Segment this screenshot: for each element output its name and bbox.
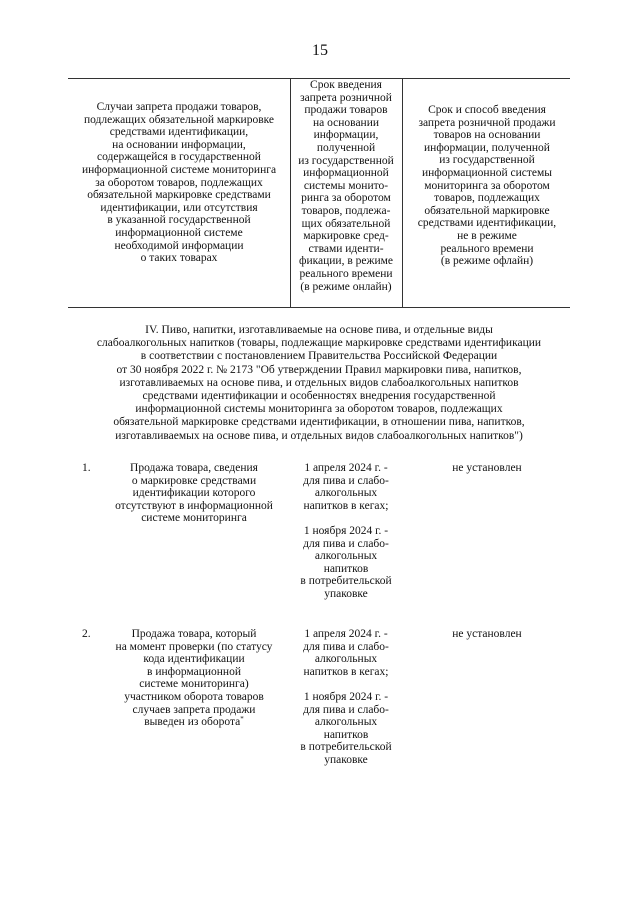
page-number: 15 bbox=[312, 42, 328, 59]
section-title-line: IV. Пиво, напитки, изготавливаемые на основе пива, и отдельные виды bbox=[145, 324, 493, 336]
term-line: для пива и слабо- bbox=[303, 703, 389, 716]
header-line: товаров на основании bbox=[433, 129, 541, 142]
term-line: напитков bbox=[323, 562, 369, 575]
header-line: системы монито- bbox=[303, 179, 389, 192]
header-line: мониторинга за оборотом bbox=[424, 179, 550, 192]
header-line: запрета розничной bbox=[300, 91, 392, 104]
term-line: для пива и слабо- bbox=[303, 640, 389, 653]
header-line: (в режиме офлайн) bbox=[440, 255, 534, 268]
term-line: алкогольных bbox=[314, 550, 378, 563]
header-line: полученной bbox=[316, 141, 376, 154]
footnote-mark: * bbox=[240, 715, 244, 724]
header-col-offline bbox=[404, 104, 570, 268]
term-line: напитков bbox=[323, 728, 369, 741]
header-line: из государственной bbox=[439, 154, 535, 167]
case-line: в информационной bbox=[147, 665, 241, 678]
header-col-cases bbox=[70, 101, 288, 265]
case-line: системе мониторинга) bbox=[139, 678, 249, 691]
header-col-online bbox=[292, 79, 400, 293]
case-line: идентификации которого bbox=[132, 487, 256, 500]
row-1-number: 1. bbox=[82, 462, 91, 474]
term-line: напитков в кегах; bbox=[303, 499, 389, 512]
case-line: участником оборота товаров bbox=[124, 690, 264, 703]
header-line: в указанной государственной bbox=[107, 214, 251, 227]
header-line: подлежащих обязательной маркировке bbox=[83, 113, 275, 126]
header-line: идентификации, или отсутствия bbox=[100, 201, 258, 214]
header-line: не в режиме bbox=[457, 229, 517, 242]
section-title-line: слабоалкогольных напитков (товары, подлежащие маркировке средствами идентификации bbox=[96, 337, 542, 350]
header-line: необходимой информации bbox=[114, 239, 244, 252]
header-line: о таких товарах bbox=[140, 252, 218, 265]
term-line: алкогольных bbox=[314, 653, 378, 666]
header-line: ринга за оборотом bbox=[301, 192, 391, 205]
header-line: товаров, подлежащих bbox=[434, 192, 540, 205]
term-line: алкогольных bbox=[314, 716, 378, 729]
header-line: обязательной маркировке bbox=[424, 204, 550, 217]
header-line: информационной bbox=[303, 167, 389, 180]
header-line: Срок и способ введения bbox=[428, 104, 546, 116]
header-line: (в режиме онлайн) bbox=[300, 280, 392, 293]
row-2-online-term bbox=[292, 628, 400, 767]
term-line: упаковке bbox=[324, 587, 368, 600]
term-spacer bbox=[292, 512, 400, 525]
header-line: за оборотом товаров, подлежащих bbox=[95, 176, 263, 189]
row-1-offline-term: не установлен bbox=[452, 462, 522, 474]
row-1-case bbox=[100, 462, 288, 525]
section-title-line: информационной системы мониторинга за оборотом товаров, подлежащих bbox=[135, 403, 503, 416]
header-line: Случаи запрета продажи товаров, bbox=[96, 101, 262, 113]
row-2-case bbox=[100, 628, 288, 729]
row-2-offline-term: не установлен bbox=[452, 628, 522, 640]
row-2-number: 2. bbox=[82, 628, 91, 640]
header-line: щих обязательной bbox=[301, 217, 391, 230]
header-line: из государственной bbox=[298, 154, 394, 167]
header-line: реального времени bbox=[440, 242, 534, 255]
header-line: реального времени bbox=[299, 267, 393, 280]
header-line: обязательной маркировке средствами bbox=[87, 189, 271, 202]
header-line: ствами иденти- bbox=[308, 242, 384, 255]
header-line: информационной системе bbox=[115, 226, 243, 239]
case-line: отсутствуют в информационной bbox=[115, 499, 273, 512]
case-line: Продажа товара, который bbox=[131, 628, 257, 640]
case-line: на момент проверки (по статусу bbox=[115, 640, 273, 653]
case-line: системе мониторинга bbox=[141, 512, 247, 525]
term-line: для пива и слабо- bbox=[303, 537, 389, 550]
section-title-line: средствами идентификации и особенностях внедрения государственной bbox=[142, 390, 496, 403]
term-line: 1 апреля 2024 г. - bbox=[304, 628, 388, 640]
term-line: для пива и слабо- bbox=[303, 474, 389, 487]
case-line: кода идентификации bbox=[143, 653, 245, 666]
term-line: в потребительской bbox=[300, 575, 392, 588]
header-line: фикации, в режиме bbox=[299, 255, 393, 268]
section-title-line: изготавливаемых на основе пива, и отдельных видов слабоалкогольных напитков") bbox=[115, 429, 523, 442]
section-title-line: в соответствии с постановлением Правительства Российской Федерации bbox=[140, 350, 498, 363]
header-line: информационной системе мониторинга bbox=[81, 163, 277, 176]
case-line: Продажа товара, сведения bbox=[130, 462, 258, 474]
header-line: информации, полученной bbox=[424, 141, 550, 154]
header-line: содержащейся в государственной bbox=[97, 151, 261, 164]
header-divider-1 bbox=[290, 78, 291, 307]
term-line: упаковке bbox=[324, 753, 368, 766]
case-line: выведен из оборота* bbox=[144, 715, 244, 729]
header-bottom-border bbox=[68, 307, 570, 308]
term-line: в потребительской bbox=[300, 741, 392, 754]
header-line: на основании bbox=[312, 116, 380, 129]
case-line: случаев запрета продажи bbox=[132, 703, 256, 716]
section-title-line: от 30 ноября 2022 г. № 2173 "Об утверждении Правил маркировки пива, напитков, bbox=[116, 363, 522, 376]
section-title-line: обязательной маркировке средствами идентификации, в отношении пива, напитков, bbox=[113, 416, 525, 429]
header-line: информации, bbox=[313, 129, 379, 142]
section-title bbox=[68, 324, 570, 443]
term-line: 1 ноября 2024 г. - bbox=[303, 690, 389, 703]
term-spacer bbox=[292, 678, 400, 691]
term-line: 1 ноября 2024 г. - bbox=[303, 524, 389, 537]
header-line: запрета розничной продажи bbox=[418, 116, 556, 129]
header-line: товаров, подлежа- bbox=[301, 204, 391, 217]
header-line: средствами идентификации, bbox=[109, 126, 249, 139]
header-line: на основании информации, bbox=[112, 138, 246, 151]
section-title-line: изготавливаемых на основе пива, и отдельных видов слабоалкогольных напитков bbox=[119, 376, 519, 389]
header-line: Срок введения bbox=[310, 79, 382, 91]
header-line: информационной системы bbox=[421, 166, 553, 179]
header-line: маркировке сред- bbox=[303, 230, 389, 243]
case-line: о маркировке средствами bbox=[131, 474, 257, 487]
term-line: алкогольных bbox=[314, 487, 378, 500]
header-line: средствами идентификации, bbox=[417, 217, 557, 230]
term-line: 1 апреля 2024 г. - bbox=[304, 462, 388, 474]
header-divider-2 bbox=[402, 78, 403, 307]
term-line: напитков в кегах; bbox=[303, 665, 389, 678]
row-1-online-term bbox=[292, 462, 400, 601]
header-line: продажи товаров bbox=[304, 104, 388, 117]
